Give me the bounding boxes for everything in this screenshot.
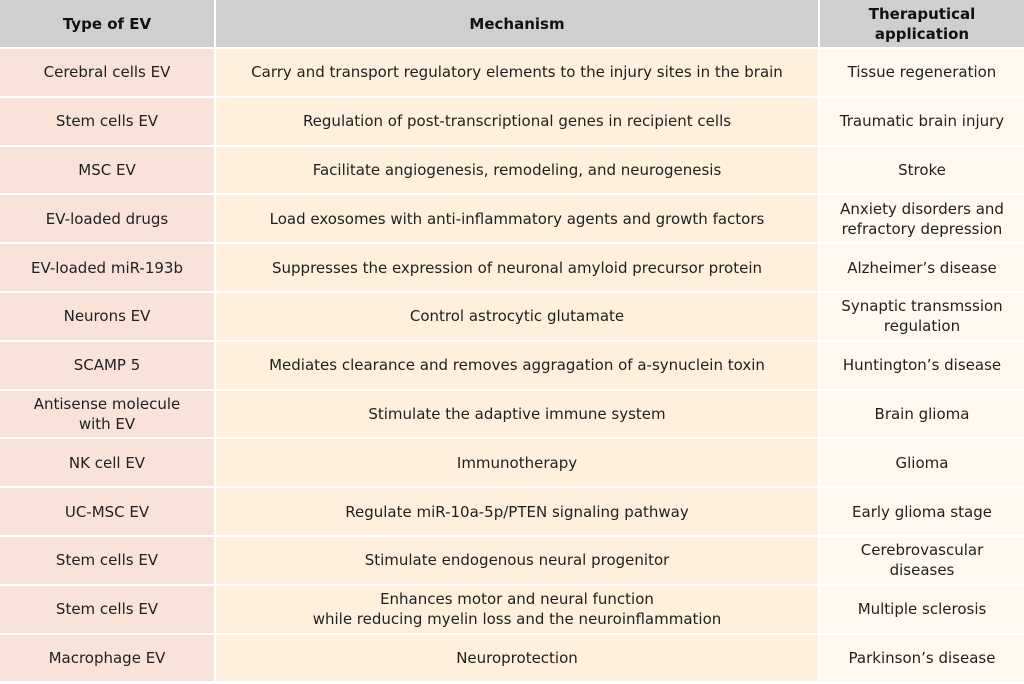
application-cell: Tissue regeneration (820, 49, 1024, 98)
mechanism-cell: Facilitate angiogenesis, remodeling, and neurogenesis (216, 147, 820, 196)
application-cell: Cerebrovascular diseases (820, 537, 1024, 586)
mechanism-cell: Regulation of post-transcriptional genes in recipient cells (216, 98, 820, 147)
header-mechanism: Mechanism (216, 0, 820, 49)
application-cell: Anxiety disorders and refractory depression (820, 195, 1024, 244)
mechanism-cell: Carry and transport regulatory elements to the injury sites in the brain (216, 49, 820, 98)
mechanism-cell: Load exosomes with anti-inflammatory agents and growth factors (216, 195, 820, 244)
mechanism-cell: Stimulate the adaptive immune system (216, 391, 820, 440)
application-cell: Parkinson’s disease (820, 635, 1024, 684)
mechanism-cell: Neuroprotection (216, 635, 820, 684)
application-cell: Multiple sclerosis (820, 586, 1024, 635)
type-cell: Macrophage EV (0, 635, 216, 684)
type-cell: SCAMP 5 (0, 342, 216, 391)
header-type-of-ev: Type of EV (0, 0, 216, 49)
type-cell: EV-loaded drugs (0, 195, 216, 244)
type-cell: Neurons EV (0, 293, 216, 342)
application-cell: Stroke (820, 147, 1024, 196)
application-cell: Huntington’s disease (820, 342, 1024, 391)
type-cell: NK cell EV (0, 439, 216, 488)
type-cell: Cerebral cells EV (0, 49, 216, 98)
mechanism-cell: Immunotherapy (216, 439, 820, 488)
application-cell: Brain glioma (820, 391, 1024, 440)
application-cell: Alzheimer’s disease (820, 244, 1024, 293)
type-cell: Stem cells EV (0, 537, 216, 586)
type-cell: Stem cells EV (0, 586, 216, 635)
mechanism-cell: Mediates clearance and removes aggragation of a-synuclein toxin (216, 342, 820, 391)
mechanism-cell: Regulate miR-10a-5p/PTEN signaling pathway (216, 488, 820, 537)
application-cell: Glioma (820, 439, 1024, 488)
application-cell: Synaptic transmssion regulation (820, 293, 1024, 342)
type-cell: UC-MSC EV (0, 488, 216, 537)
mechanism-cell: Stimulate endogenous neural progenitor (216, 537, 820, 586)
mechanism-cell: Suppresses the expression of neuronal amyloid precursor protein (216, 244, 820, 293)
type-cell: MSC EV (0, 147, 216, 196)
type-cell: Antisense molecule with EV (0, 391, 216, 440)
type-cell: Stem cells EV (0, 98, 216, 147)
mechanism-cell: Control astrocytic glutamate (216, 293, 820, 342)
type-cell: EV-loaded miR-193b (0, 244, 216, 293)
mechanism-cell: Enhances motor and neural function while reducing myelin loss and the neuroinflammation (216, 586, 820, 635)
header-therapeutic-application: Theraputical application (820, 0, 1024, 49)
application-cell: Traumatic brain injury (820, 98, 1024, 147)
application-cell: Early glioma stage (820, 488, 1024, 537)
